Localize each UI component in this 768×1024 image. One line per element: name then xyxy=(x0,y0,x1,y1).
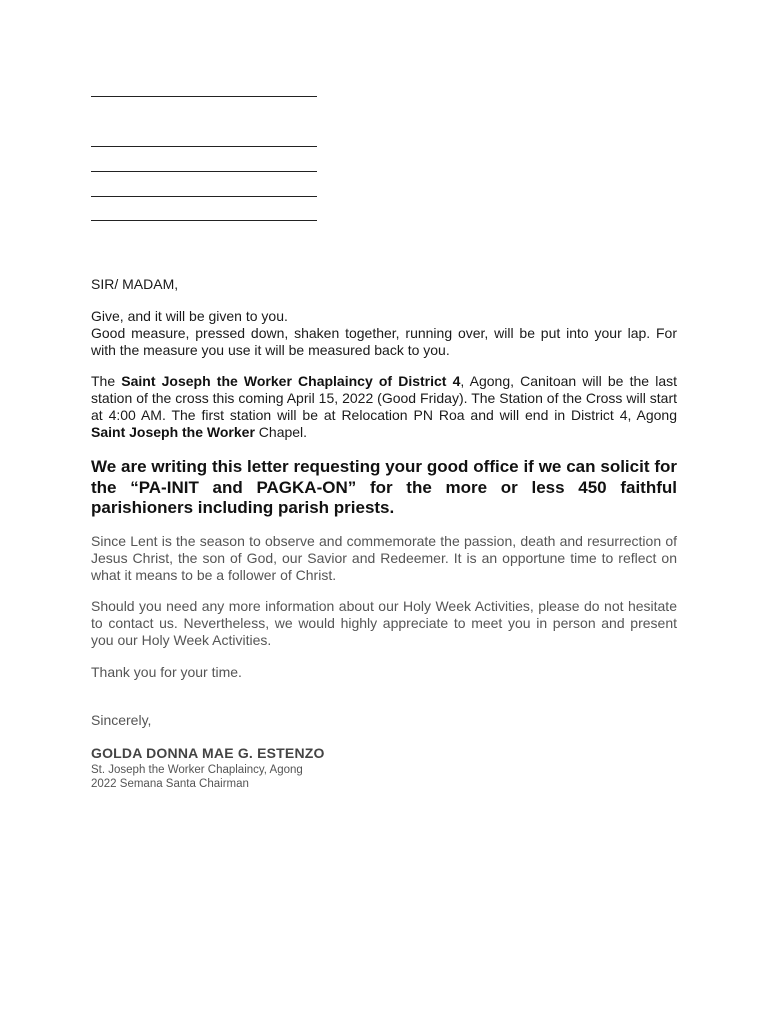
address-blank-line xyxy=(91,171,317,172)
verse-paragraph xyxy=(91,308,677,359)
verse-line-2: Good measure, pressed down, shaken together, running over, will be put into your lap. For with the measure you use it will be measured back to you. xyxy=(91,325,677,358)
salutation: SIR/ MADAM, xyxy=(91,276,179,292)
closing-line: Sincerely, xyxy=(91,712,152,728)
address-blank-line xyxy=(91,220,317,221)
signer-organization: St. Joseph the Worker Chaplaincy, Agong xyxy=(91,764,303,776)
address-blank-line xyxy=(91,146,317,147)
station-end: Chapel. xyxy=(254,424,308,440)
verse-line-1: Give, and it will be given to you. xyxy=(91,308,288,324)
info-paragraph: Should you need any more information about our Holy Week Activities, please do not hesitate to contact us. Nevertheless, we would highly appreciate to meet you in person and present you our Holy Week Activities. xyxy=(91,598,677,648)
request-statement: We are writing this letter requesting your good office if we can solicit for the “PA-INIT and PAGKA-ON” for the more or less 450 faithful parishioners including parish priests. xyxy=(91,457,677,517)
chaplaincy-name: Saint Joseph the Worker Chaplaincy of District 4 xyxy=(121,373,461,389)
chapel-name: Saint Joseph the Worker xyxy=(91,424,255,440)
signer-title: 2022 Semana Santa Chairman xyxy=(91,778,249,790)
station-intro: The xyxy=(91,373,122,389)
thanks-line: Thank you for your time. xyxy=(91,664,242,680)
address-blank-line xyxy=(91,196,317,197)
station-details: , Agong, Canitoan will be the last station of the cross this coming April 15, 2022 (Good Friday). The Station of the Cross will start at 4:00 AM. The first station will be at Relocation PN Roa and will end in District 4, Agong xyxy=(91,373,677,423)
signer-name: GOLDA DONNA MAE G. ESTENZO xyxy=(91,745,325,761)
recipient-blank-line xyxy=(91,96,317,97)
lent-paragraph: Since Lent is the season to observe and commemorate the passion, death and resurrection of Jesus Christ, the son of God, our Savior and Redeemer. It is an opportune time to reflect on what it means to be a follower of Christ. xyxy=(91,533,677,583)
station-paragraph xyxy=(91,373,677,441)
